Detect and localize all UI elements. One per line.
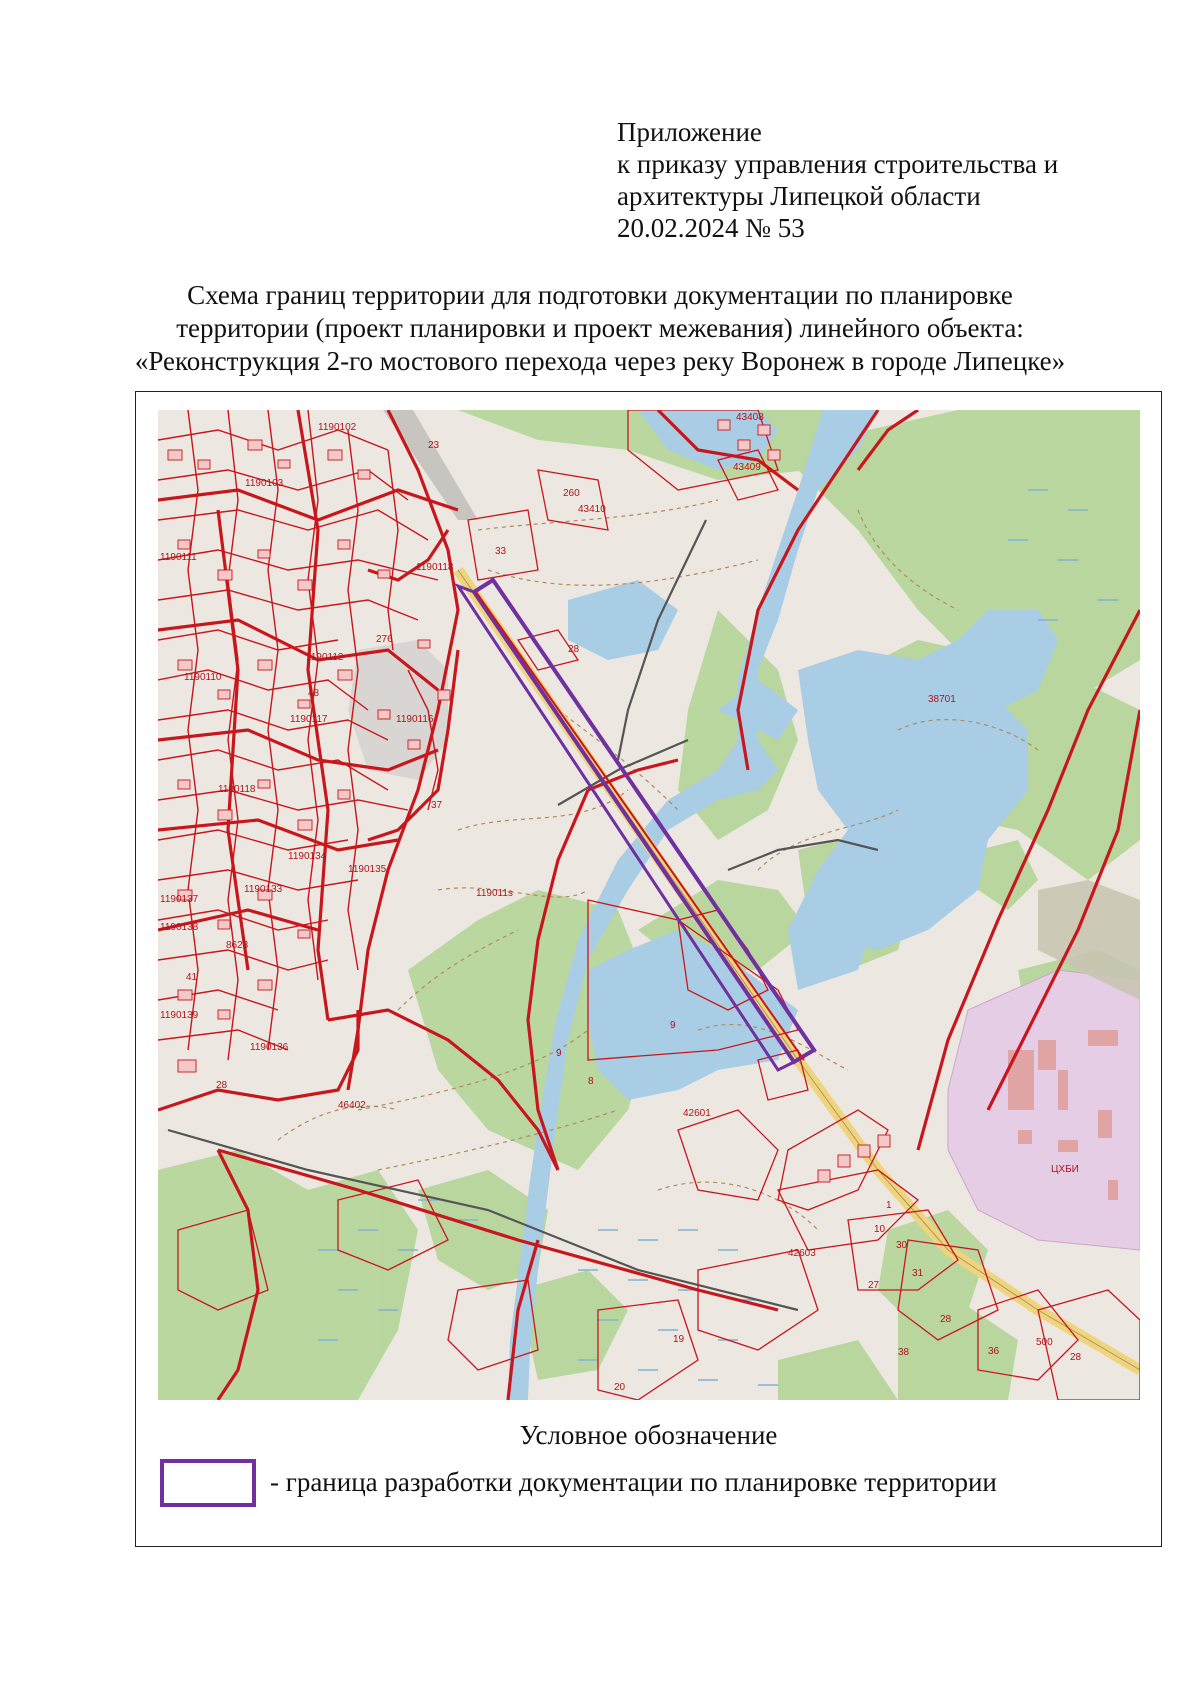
label-33: 33	[495, 546, 507, 557]
label-43410: 43410	[578, 504, 606, 515]
label-1190110: 1190110	[184, 672, 222, 683]
label-19: 19	[673, 1334, 685, 1345]
label-28-north: 28	[568, 644, 580, 655]
label-43409: 43409	[733, 462, 761, 473]
map-image	[158, 410, 1140, 1400]
label-27: 27	[868, 1280, 880, 1291]
label-28-southeast: 28	[1070, 1352, 1082, 1363]
label-46402: 46402	[338, 1100, 366, 1111]
label-1190102: 1190102	[318, 422, 357, 433]
label-1190118-north: 1190118	[416, 562, 454, 573]
label-8: 8	[588, 1076, 594, 1087]
label-500: 500	[1036, 1337, 1053, 1348]
label-38701: 38701	[928, 694, 956, 705]
label-8623: 8623	[226, 940, 249, 951]
label-42601: 42601	[683, 1108, 711, 1119]
label-41: 41	[186, 972, 198, 983]
label-1190116: 1190116	[396, 714, 434, 725]
label-1190134: 1190134	[288, 851, 327, 862]
label-cxbi: ЦХБИ	[1051, 1164, 1079, 1175]
label-1190137: 1190137	[160, 894, 199, 905]
title-line-3: «Реконструкция 2-го мостового перехода через реку Воронеж в городе Липецке»	[134, 346, 1066, 376]
label-20: 20	[614, 1382, 626, 1393]
document-title	[100, 279, 1100, 378]
label-1190111: 1190111	[160, 552, 197, 563]
label-1190135: 1190135	[348, 864, 387, 875]
label-1190118-south: 1190118	[218, 784, 256, 795]
label-1: 1	[886, 1200, 892, 1211]
label-1190117: 1190117	[290, 714, 328, 725]
legend-item-text: - граница разработки документации по планировке территории	[270, 1467, 997, 1497]
label-9-west: 9	[556, 1048, 562, 1059]
label-23: 23	[428, 440, 440, 451]
label-28-west: 28	[216, 1080, 228, 1091]
label-9: 9	[670, 1020, 676, 1031]
label-1190136: 1190136	[250, 1042, 289, 1053]
label-38: 38	[898, 1347, 910, 1358]
approval-line-4: 20.02.2024 № 53	[617, 213, 805, 243]
label-276: 276	[376, 634, 393, 645]
legend-boundary-swatch	[160, 1459, 256, 1507]
legend-title: Условное обозначение	[519, 1420, 778, 1450]
label-37: 37	[431, 800, 443, 811]
label-36: 36	[988, 1346, 1000, 1357]
approval-block	[617, 116, 1058, 244]
label-119011s: 119011s	[476, 888, 513, 899]
title-line-2: территории (проект планировки и проект межевания) линейного объекта:	[176, 313, 1024, 343]
label-28-east: 28	[940, 1314, 952, 1325]
map-svg	[158, 410, 1140, 1400]
label-1190112: 1190112	[306, 652, 344, 663]
label-48: 48	[308, 688, 320, 699]
approval-line-3: архитектуры Липецкой области	[617, 181, 981, 211]
approval-line-2: к приказу управления строительства и	[617, 149, 1059, 179]
approval-line-1: Приложение	[617, 117, 762, 147]
label-1190138: 1190138	[160, 922, 199, 933]
title-line-1: Схема границ территории для подготовки документации по планировке	[187, 280, 1013, 310]
label-1190139: 1190139	[160, 1010, 199, 1021]
label-43408: 43408	[736, 412, 764, 423]
label-30: 30	[896, 1240, 908, 1251]
label-42603: 42603	[788, 1248, 816, 1259]
label-10: 10	[874, 1224, 886, 1235]
label-260: 260	[563, 488, 580, 499]
label-1190133: 1190133	[244, 884, 283, 895]
label-1190103: 1190103	[245, 478, 284, 489]
label-31: 31	[912, 1268, 924, 1279]
